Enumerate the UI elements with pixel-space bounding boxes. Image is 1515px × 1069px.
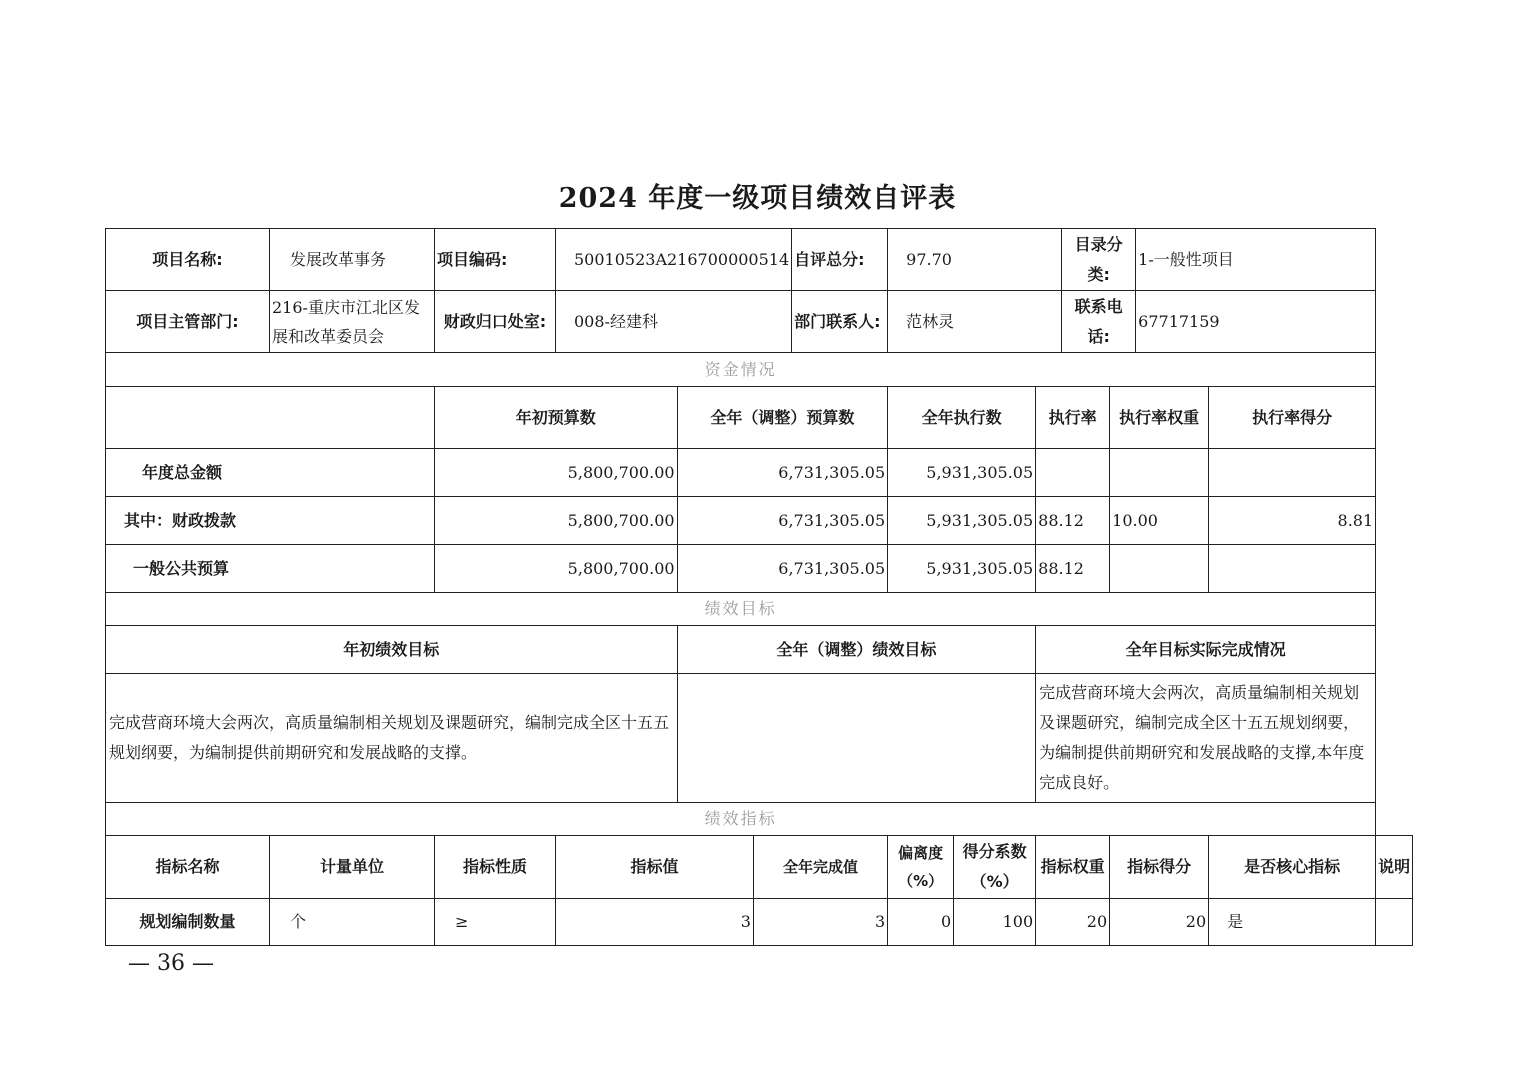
dept-contact-label: 部门联系人: <box>792 291 888 353</box>
ind-header-coef: 得分系数（%） <box>954 836 1036 899</box>
ind-actual-cell: 3 <box>753 899 887 946</box>
project-code-value: 50010523A216700000514 <box>556 229 792 291</box>
ind-header-core: 是否核心指标 <box>1209 836 1376 899</box>
funds-rate-cell: 88.12 <box>1036 545 1110 593</box>
funds-adjusted-cell: 6,731,305.05 <box>677 449 888 497</box>
funds-weight-cell <box>1110 545 1209 593</box>
funds-section-header: 资金情况 <box>106 353 1376 387</box>
funds-header-initial: 年初预算数 <box>435 387 678 449</box>
goals-initial-text: 完成营商环境大会两次，高质量编制相关规划及课题研究，编制完成全区十五五规划纲要，为编制提供前期研究和发展战略的支撑。 <box>106 674 678 803</box>
funds-score-cell <box>1209 545 1376 593</box>
funds-row-label: 其中：财政拨款 <box>106 497 435 545</box>
managing-dept-value: 216-重庆市江北区发展和改革委员会 <box>270 291 435 353</box>
ind-header-note: 说明 <box>1376 836 1413 899</box>
goals-actual-text: 完成营商环境大会两次，高质量编制相关规划及课题研究，编制完成全区十五五规划纲要，为编制提供前期研究和发展战略的支撑,本年度完成良好。 <box>1036 674 1376 803</box>
funds-initial-cell: 5,800,700.00 <box>435 497 678 545</box>
funds-adjusted-cell: 6,731,305.05 <box>677 497 888 545</box>
ind-core-cell: 是 <box>1209 899 1376 946</box>
funds-rate-cell: 88.12 <box>1036 497 1110 545</box>
managing-dept-label: 项目主管部门: <box>106 291 270 353</box>
goals-header-initial: 年初绩效目标 <box>106 626 678 674</box>
finance-office-label: 财政归口处室: <box>435 291 556 353</box>
ind-score-cell: 20 <box>1110 899 1209 946</box>
funds-executed-cell: 5,931,305.05 <box>888 449 1036 497</box>
page-number: — 36 — <box>128 951 214 976</box>
contact-phone-label: 联系电话: <box>1062 291 1136 353</box>
table-row <box>106 449 1413 497</box>
funds-weight-cell <box>1110 449 1209 497</box>
funds-score-cell: 8.81 <box>1209 497 1376 545</box>
funds-initial-cell: 5,800,700.00 <box>435 545 678 593</box>
dept-contact-value: 范林灵 <box>888 291 1062 353</box>
ind-header-actual: 全年完成值 <box>753 836 887 899</box>
ind-note-cell <box>1376 899 1413 946</box>
ind-coef-cell: 100 <box>954 899 1036 946</box>
funds-executed-cell: 5,931,305.05 <box>888 497 1036 545</box>
table-row <box>106 545 1413 593</box>
ind-weight-cell: 20 <box>1036 899 1110 946</box>
finance-office-value: 008-经建科 <box>556 291 792 353</box>
funds-executed-cell: 5,931,305.05 <box>888 545 1036 593</box>
funds-header-adjusted: 全年（调整）预算数 <box>677 387 888 449</box>
funds-row-label: 一般公共预算 <box>106 545 435 593</box>
funds-weight-cell: 10.00 <box>1110 497 1209 545</box>
catalog-category-value: 1-一般性项目 <box>1136 229 1376 291</box>
ind-header-weight: 指标权重 <box>1036 836 1110 899</box>
funds-header-weight: 执行率权重 <box>1110 387 1209 449</box>
ind-header-target: 指标值 <box>556 836 754 899</box>
funds-rate-cell <box>1036 449 1110 497</box>
goals-section-header: 绩效目标 <box>106 593 1376 626</box>
ind-unit-cell: 个 <box>270 899 435 946</box>
funds-header-executed: 全年执行数 <box>888 387 1036 449</box>
ind-name-cell: 规划编制数量 <box>106 899 270 946</box>
ind-header-unit: 计量单位 <box>270 836 435 899</box>
ind-nature-cell: ≥ <box>435 899 556 946</box>
document-title: 2024 年度一级项目绩效自评表 <box>558 183 957 214</box>
funds-header-rate: 执行率 <box>1036 387 1110 449</box>
goals-header-adjusted: 全年（调整）绩效目标 <box>677 626 1036 674</box>
funds-initial-cell: 5,800,700.00 <box>435 449 678 497</box>
goals-adjusted-text <box>677 674 1036 803</box>
ind-target-cell: 3 <box>556 899 754 946</box>
contact-phone-value: 67717159 <box>1136 291 1376 353</box>
table-row <box>106 899 1413 946</box>
project-name-value: 发展改革事务 <box>270 229 435 291</box>
indicators-section-header: 绩效指标 <box>106 803 1376 836</box>
funds-header-score: 执行率得分 <box>1209 387 1376 449</box>
funds-header-blank <box>106 387 435 449</box>
ind-header-deviation: 偏离度（%） <box>888 836 954 899</box>
self-score-label: 自评总分: <box>792 229 888 291</box>
goals-header-actual: 全年目标实际完成情况 <box>1036 626 1376 674</box>
funds-row-label: 年度总金额 <box>106 449 435 497</box>
funds-adjusted-cell: 6,731,305.05 <box>677 545 888 593</box>
ind-header-name: 指标名称 <box>106 836 270 899</box>
funds-score-cell <box>1209 449 1376 497</box>
ind-header-score: 指标得分 <box>1110 836 1209 899</box>
project-name-label: 项目名称: <box>106 229 270 291</box>
ind-header-nature: 指标性质 <box>435 836 556 899</box>
self-score-value: 97.70 <box>888 229 1062 291</box>
project-code-label: 项目编码: <box>435 229 556 291</box>
ind-deviation-cell: 0 <box>888 899 954 946</box>
table-row <box>106 497 1413 545</box>
self-evaluation-table <box>105 228 1413 946</box>
catalog-category-label: 目录分类: <box>1062 229 1136 291</box>
